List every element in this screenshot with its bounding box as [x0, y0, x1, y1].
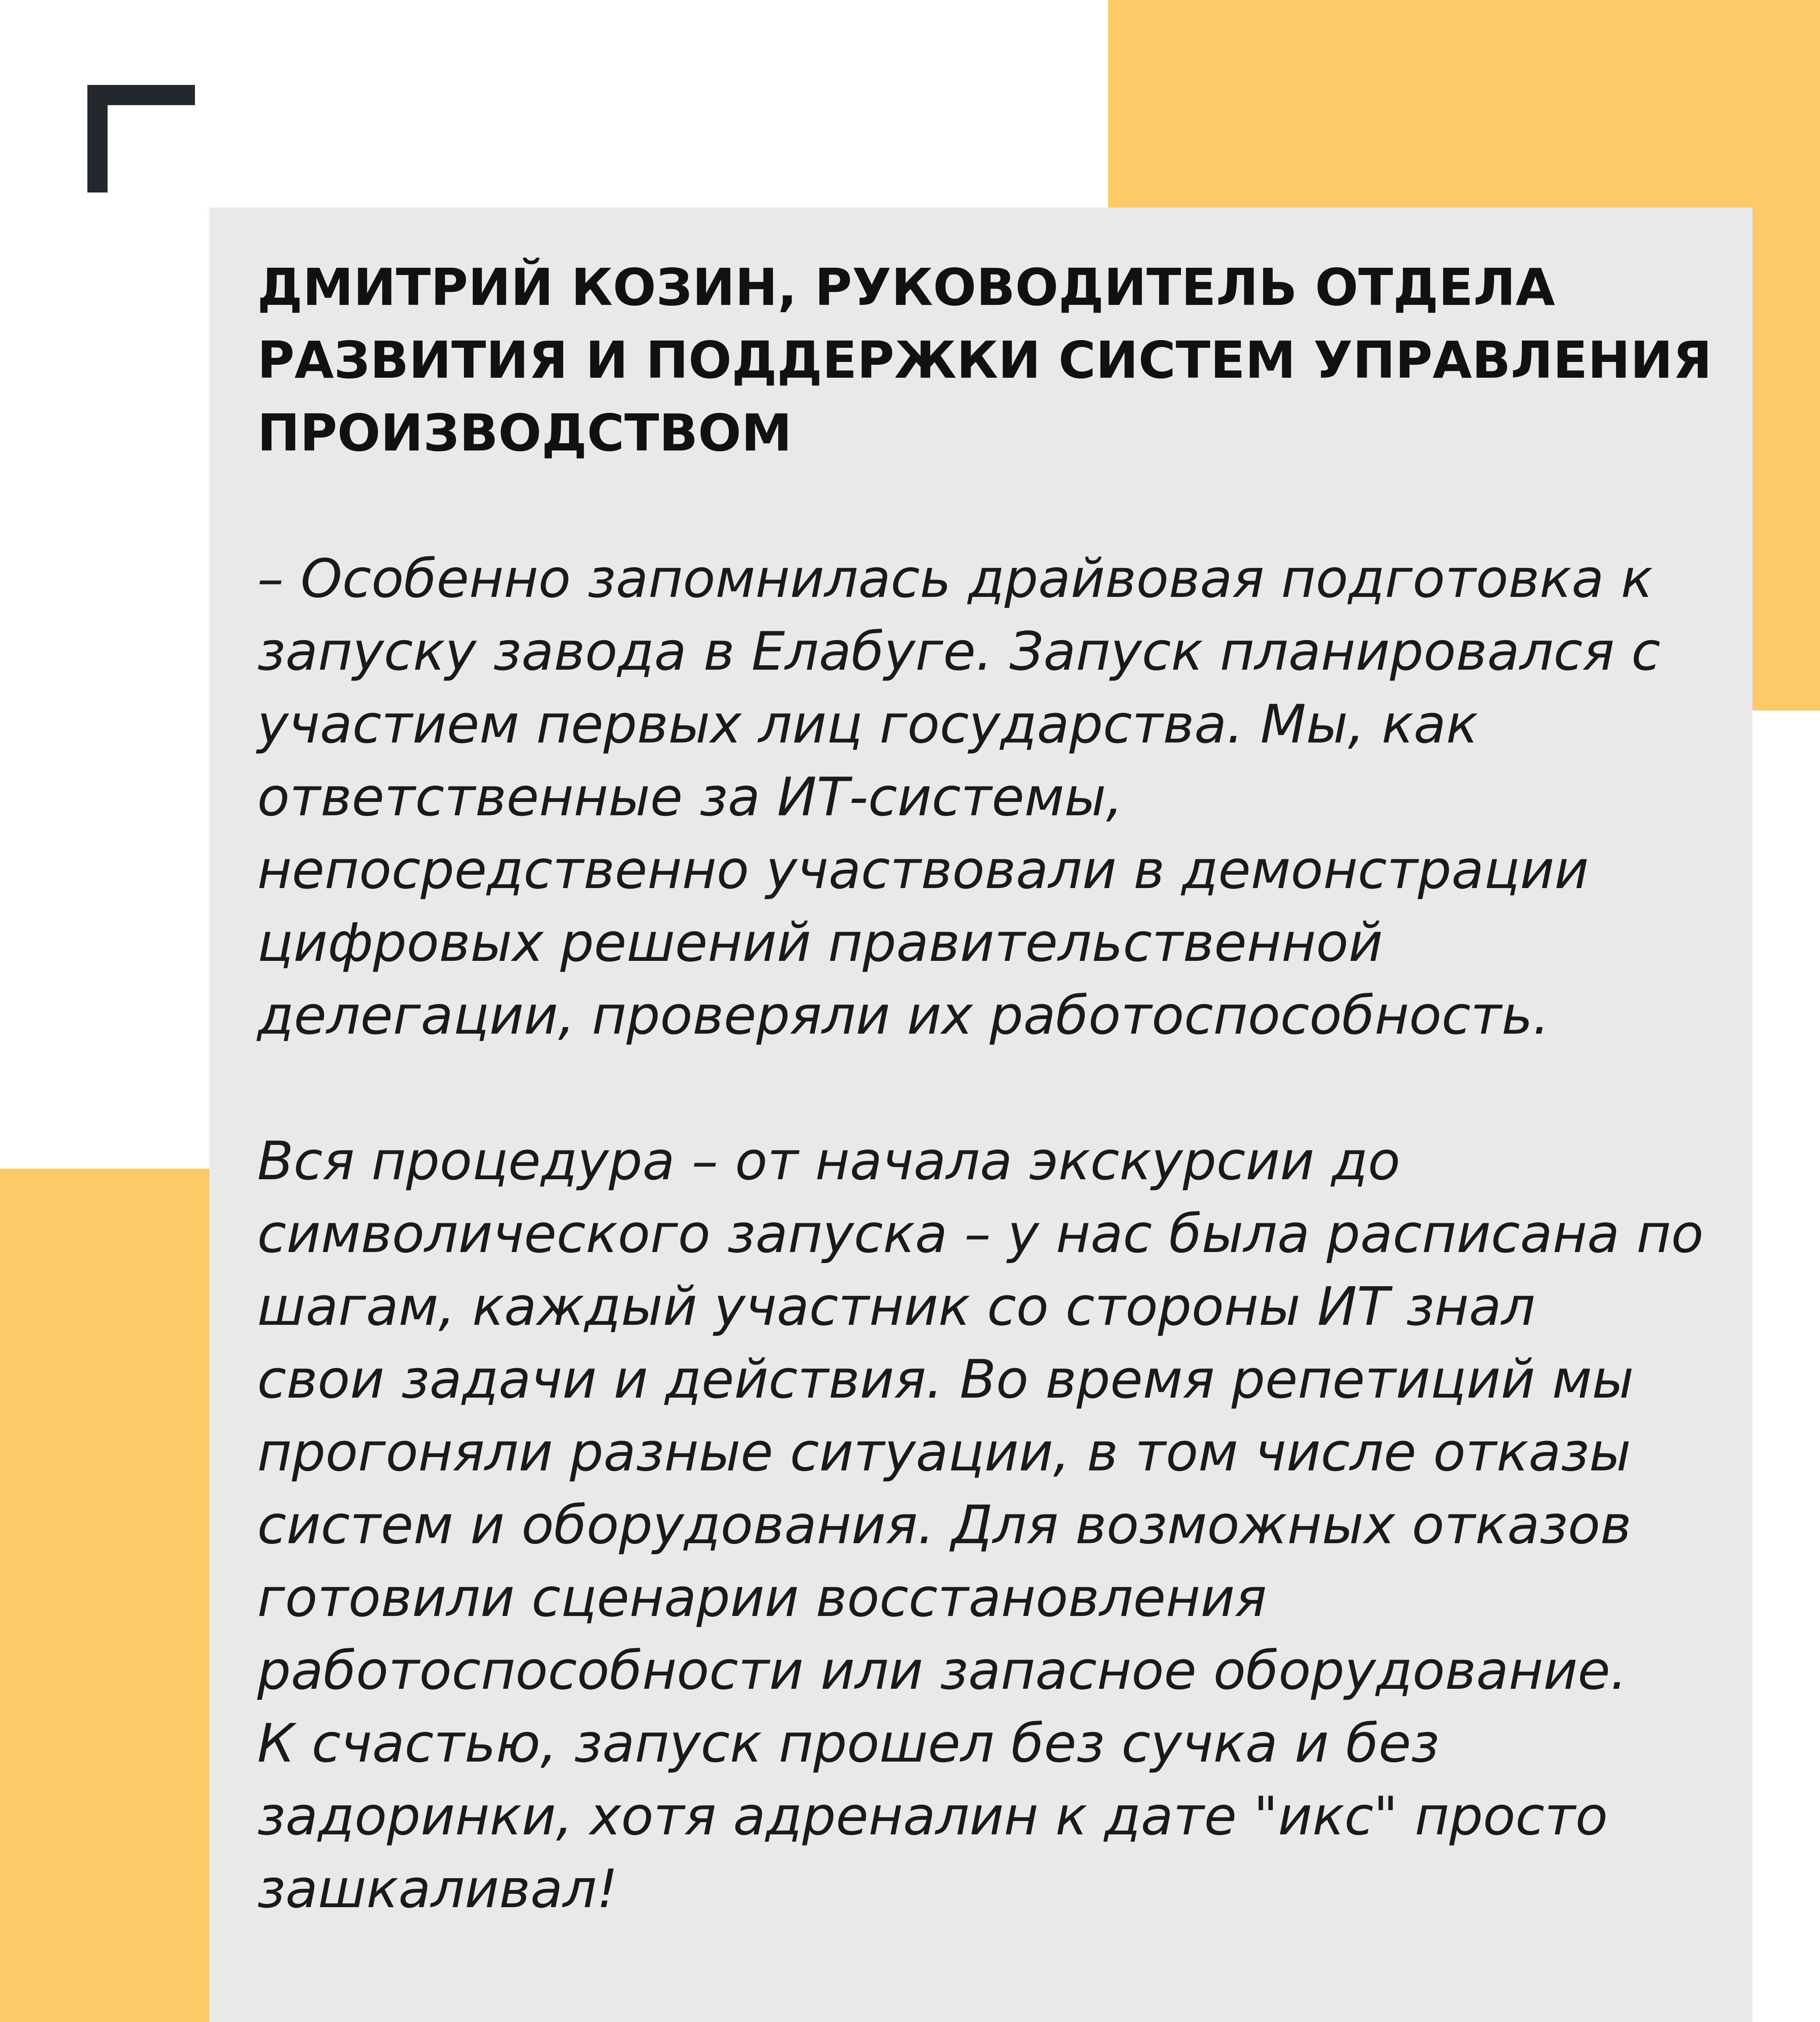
- quote-line: шагам, каждый участник со стороны ИТ знал: [257, 1275, 1535, 1337]
- quote-line: ответственные за ИТ-системы,: [257, 766, 1123, 828]
- quote-line: делегации, проверяли их работоспособность.: [257, 984, 1550, 1046]
- quote-line: запуску завода в Елабуге. Запуск планировался с: [257, 620, 1661, 682]
- quote-line: К счастью, запуск прошел без сучка и без: [257, 1712, 1439, 1774]
- quote-line: непосредственно участвовали в демонстрации: [257, 839, 1589, 901]
- speaker-title: [257, 251, 1712, 470]
- speaker-title-line: РАЗВИТИЯ И ПОДДЕРЖКИ СИСТЕМ УПРАВЛЕНИЯ: [257, 330, 1712, 390]
- quote-line: символического запуска – у нас была расписана по: [257, 1203, 1704, 1265]
- quote-line: работоспособности или запасное оборудование.: [257, 1639, 1627, 1701]
- quote-line: систем и оборудования. Для возможных отказов: [257, 1494, 1632, 1556]
- quote-paragraph-1: [257, 542, 1712, 1052]
- quote-line: участием первых лиц государства. Мы, как: [257, 693, 1478, 755]
- quote-line: готовили сценарии восстановления: [257, 1567, 1267, 1629]
- quote-card: [210, 207, 1752, 2022]
- quote-line: цифровых решений правительственной: [257, 912, 1383, 973]
- speaker-title-line: ПРОИЗВОДСТВОМ: [257, 403, 792, 463]
- quote-line: задоринки, хотя адреналин к дате "икс" просто: [257, 1785, 1608, 1847]
- corner-bracket-top-left-icon: [87, 85, 195, 192]
- quote-line: зашкаливал!: [257, 1858, 618, 1920]
- quote-paragraph-2: [257, 1125, 1712, 1925]
- speaker-title-line: ДМИТРИЙ КОЗИН, РУКОВОДИТЕЛЬ ОТДЕЛА: [257, 258, 1555, 317]
- quote-line: свои задачи и действия. Во время репетиций мы: [257, 1348, 1634, 1410]
- quote-line: – Особенно запомнилась драйвовая подготовка к: [257, 548, 1653, 609]
- quote-line: прогоняли разные ситуации, в том числе отказы: [257, 1421, 1631, 1483]
- quote-line: Вся процедура – от начала экскурсии до: [257, 1130, 1401, 1192]
